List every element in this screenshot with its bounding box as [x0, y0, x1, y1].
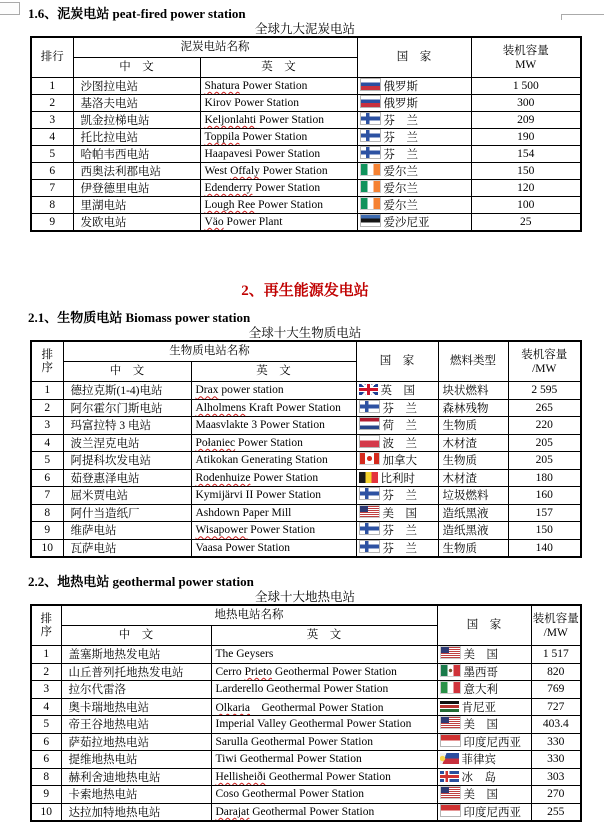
header-row — [31, 37, 581, 58]
station-name-cn-cell: 发欧电站 — [73, 214, 200, 232]
capacity-cell: 300 — [471, 95, 581, 112]
col-header-en: 英 文 — [191, 362, 356, 382]
country-cell — [437, 681, 531, 699]
country-name: 菲律宾 — [461, 754, 496, 767]
finland-flag-icon — [359, 522, 380, 535]
col-header-name-group: 生物质电站名称 — [63, 341, 356, 362]
country-name: 冰 岛 — [461, 771, 496, 784]
capacity-cell: 255 — [531, 803, 581, 821]
country-cell — [357, 180, 471, 197]
capacity-cell: 154 — [471, 146, 581, 163]
col-header-country: 国 家 — [356, 341, 438, 382]
capacity-cell: 160 — [508, 487, 581, 505]
rank-cell: 4 — [31, 698, 61, 716]
station-name-cn-cell: 波兰涅克电站 — [63, 434, 191, 452]
uk-flag-icon — [359, 384, 378, 395]
col-header-rank: 排 序 — [31, 605, 61, 646]
country-name: 芬 兰 — [383, 149, 418, 161]
rank-cell: 8 — [31, 197, 73, 214]
usa-flag-icon — [359, 505, 380, 518]
country-name: 俄罗斯 — [383, 81, 418, 93]
country-cell — [437, 716, 531, 734]
country-name: 美 国 — [463, 789, 498, 802]
country-cell — [356, 417, 438, 435]
country-name: 芬 兰 — [382, 542, 417, 555]
col-header-capacity — [471, 37, 581, 78]
crop-mark-top-right-icon — [561, 14, 604, 20]
netherlands-flag-icon — [359, 417, 380, 430]
station-name-en-cell: Larderello Geothermal Power Station — [211, 681, 437, 699]
station-name-cn-cell: 赫利舍迪地热电站 — [61, 768, 211, 786]
fuel-type-cell: 造纸黑液 — [438, 504, 508, 522]
peat-table — [30, 36, 582, 232]
biomass-table — [30, 340, 582, 558]
country-name: 俄罗斯 — [383, 98, 418, 110]
rank-cell: 9 — [31, 214, 73, 232]
misspelled-word: Edenderry — [204, 182, 253, 194]
capacity-cell: 727 — [531, 698, 581, 716]
rank-cell: 7 — [31, 487, 63, 505]
ireland-flag-icon — [360, 197, 381, 210]
finland-flag-icon — [360, 112, 381, 125]
station-name-en-cell: Cerro Prieto Geothermal Power Station — [211, 663, 437, 681]
col-header-rank: 排 序 — [31, 341, 63, 382]
station-name-en-cell: Darajat Geothermal Power Station — [211, 803, 437, 821]
capacity-cell: 330 — [531, 751, 581, 769]
rank-cell: 8 — [31, 768, 61, 786]
station-name-en-cell: Rodenhuize Power Station — [191, 469, 356, 487]
station-name-cn-cell: 基洛夫电站 — [73, 95, 200, 112]
misspelled-word: Väo — [204, 216, 224, 228]
capacity-cell: 157 — [508, 504, 581, 522]
table-row — [31, 751, 581, 769]
country-cell — [356, 522, 438, 540]
mexico-flag-icon — [440, 664, 461, 677]
section-heading-peat: 1.6、泥炭电站 peat-fired power station — [28, 6, 246, 21]
station-name-en-cell: Shatura Power Station — [200, 78, 357, 95]
station-name-cn-cell: 奥卡瑞地热电站 — [61, 698, 211, 716]
table-row — [31, 663, 581, 681]
country-cell — [356, 487, 438, 505]
station-name-en-cell: Wisapower Power Station — [191, 522, 356, 540]
station-name-cn-cell: 山丘普列托地热发电站 — [61, 663, 211, 681]
part2-title: 2、再生能源发电站 — [241, 283, 369, 299]
table-row — [31, 417, 581, 435]
indonesia-flag-icon — [440, 804, 461, 817]
capacity-cell: 25 — [471, 214, 581, 232]
country-name: 美 国 — [463, 649, 498, 662]
col-header-capacity — [508, 341, 581, 382]
rank-cell: 5 — [31, 146, 73, 163]
station-name-cn-cell: 玛富拉特 3 电站 — [63, 417, 191, 435]
country-name: 墨西哥 — [463, 666, 498, 679]
station-name-en-cell: Imperial Valley Geothermal Power Station — [211, 716, 437, 734]
station-name-cn-cell: 达拉加特地热电站 — [61, 803, 211, 821]
table-row — [31, 197, 581, 214]
country-cell — [437, 751, 531, 769]
table-row — [31, 487, 581, 505]
misspelled-word: Lough Ree — [204, 199, 256, 211]
country-cell — [437, 663, 531, 681]
country-cell — [357, 95, 471, 112]
document-page — [0, 6, 610, 820]
iceland-flag-icon — [440, 771, 459, 782]
station-name-cn-cell: 帝王谷地热电站 — [61, 716, 211, 734]
country-name: 芬 兰 — [383, 132, 418, 144]
country-cell — [437, 803, 531, 821]
capacity-cell: 100 — [471, 197, 581, 214]
country-name: 爱尔兰 — [383, 200, 418, 212]
header-row — [31, 341, 581, 362]
belgium-flag-icon — [359, 472, 378, 483]
usa-flag-icon — [440, 716, 461, 729]
country-name: 芬 兰 — [382, 525, 417, 538]
col-header-rank: 排行 — [31, 37, 73, 78]
misspelled-word: Olkaria — [215, 701, 250, 714]
country-cell — [437, 698, 531, 716]
station-name-en-cell: Coso Geothermal Power Station — [211, 786, 437, 804]
country-name: 肯尼亚 — [461, 701, 496, 714]
table-row — [31, 399, 581, 417]
rank-cell: 9 — [31, 786, 61, 804]
table-row — [31, 452, 581, 470]
rank-cell: 3 — [31, 681, 61, 699]
col-header-capacity — [531, 605, 581, 646]
col-header-country: 国 家 — [437, 605, 531, 646]
country-cell — [357, 214, 471, 232]
misspelled-word: Drax — [195, 384, 219, 397]
col-header-name-group: 泥炭电站名称 — [73, 37, 357, 58]
rank-cell: 2 — [31, 95, 73, 112]
station-name-en-cell: Kirov Power Station — [200, 95, 357, 112]
geothermal-table — [30, 604, 582, 822]
section-heading-geothermal: 2.2、地热电站 geothermal power station — [28, 574, 254, 589]
capacity-header-line1: 装机容量 — [521, 348, 568, 361]
country-name: 芬 兰 — [382, 490, 417, 503]
station-name-en-cell: Toppila Power Station — [200, 129, 357, 146]
country-cell — [437, 733, 531, 751]
table-row — [31, 469, 581, 487]
capacity-cell: 2 595 — [508, 382, 581, 400]
table-row — [31, 163, 581, 180]
station-name-cn-cell: 屈米贾电站 — [63, 487, 191, 505]
canada-flag-icon — [359, 452, 380, 465]
table-row — [31, 539, 581, 557]
station-name-en-cell: Haapavesi Power Station — [200, 146, 357, 163]
usa-flag-icon — [440, 786, 461, 799]
ireland-flag-icon — [360, 180, 381, 193]
station-name-cn-cell: 卡索地热电站 — [61, 786, 211, 804]
country-name: 比利时 — [380, 472, 415, 485]
ireland-flag-icon — [360, 163, 381, 176]
country-name: 芬 兰 — [382, 402, 417, 415]
table-row — [31, 786, 581, 804]
misspelled-word: Offaly — [230, 165, 260, 177]
capacity-cell: 769 — [531, 681, 581, 699]
section-heading-biomass: 2.1、生物质电站 Biomass power station — [28, 310, 251, 325]
rank-cell: 6 — [31, 751, 61, 769]
country-cell — [356, 469, 438, 487]
country-cell — [356, 434, 438, 452]
country-name: 芬 兰 — [383, 115, 418, 127]
misspelled-word: Darajat — [215, 805, 250, 818]
country-name: 爱尔兰 — [383, 166, 418, 178]
misspelled-word: Prieto — [244, 665, 273, 678]
station-name-cn-cell: 德拉克斯(1-4)电站 — [63, 382, 191, 400]
station-name-en-cell: Tiwi Geothermal Power Station — [211, 751, 437, 769]
station-name-cn-cell: 提维地热电站 — [61, 751, 211, 769]
station-name-en-cell: Ashdown Paper Mill — [191, 504, 356, 522]
station-name-cn-cell: 里湖电站 — [73, 197, 200, 214]
capacity-cell: 150 — [508, 522, 581, 540]
station-name-cn-cell: 托比拉电站 — [73, 129, 200, 146]
table-row — [31, 78, 581, 95]
country-cell — [357, 163, 471, 180]
station-name-cn-cell: 凯金拉梯电站 — [73, 112, 200, 129]
fuel-type-cell: 造纸黑液 — [438, 522, 508, 540]
table-row — [31, 214, 581, 232]
capacity-cell: 209 — [471, 112, 581, 129]
rank-cell: 3 — [31, 112, 73, 129]
col-header-en: 英 文 — [211, 626, 437, 646]
fuel-type-cell: 垃圾燃料 — [438, 487, 508, 505]
table-row — [31, 504, 581, 522]
station-name-en-cell: Atikokan Generating Station — [191, 452, 356, 470]
fuel-type-cell: 生物质 — [438, 417, 508, 435]
station-name-en-cell: Sarulla Geothermal Power Station — [211, 733, 437, 751]
fuel-type-cell: 森林残物 — [438, 399, 508, 417]
rank-cell: 1 — [31, 78, 73, 95]
station-name-cn-cell: 瓦萨电站 — [63, 539, 191, 557]
table-row — [31, 522, 581, 540]
station-name-cn-cell: 茹登惠泽电站 — [63, 469, 191, 487]
indonesia-flag-icon — [440, 734, 461, 747]
station-name-cn-cell: 阿尔霍尔门斯电站 — [63, 399, 191, 417]
country-cell — [357, 129, 471, 146]
col-header-name-group: 地热电站名称 — [61, 605, 437, 626]
table-row — [31, 733, 581, 751]
table-row — [31, 716, 581, 734]
country-cell — [356, 452, 438, 470]
rank-cell: 6 — [31, 163, 73, 180]
estonia-flag-icon — [360, 214, 381, 227]
misspelled-word: Toppila — [204, 131, 240, 143]
rank-cell: 6 — [31, 733, 61, 751]
philippines-flag-icon — [440, 753, 459, 764]
rank-cell: 4 — [31, 434, 63, 452]
station-name-en-cell: Maasvlakte 3 Power Station — [191, 417, 356, 435]
table-row — [31, 681, 581, 699]
country-name: 爱尔兰 — [383, 183, 418, 195]
italy-flag-icon — [440, 681, 461, 694]
capacity-cell: 330 — [531, 733, 581, 751]
station-name-en-cell: Väo Power Plant — [200, 214, 357, 232]
fuel-type-cell: 生物质 — [438, 452, 508, 470]
capacity-header-line2: MW — [515, 58, 537, 71]
table-row — [31, 768, 581, 786]
country-cell — [357, 197, 471, 214]
country-name: 意大利 — [463, 684, 498, 697]
rank-cell: 7 — [31, 180, 73, 197]
capacity-cell: 403.4 — [531, 716, 581, 734]
station-name-en-cell: Keljonlahti Power Station — [200, 112, 357, 129]
col-header-en: 英 文 — [200, 58, 357, 78]
rank-cell: 6 — [31, 469, 63, 487]
col-header-cn: 中 文 — [61, 626, 211, 646]
country-cell — [437, 786, 531, 804]
station-name-en-cell: Połaniec Power Station — [191, 434, 356, 452]
country-name: 美 国 — [382, 507, 417, 520]
rank-cell: 5 — [31, 452, 63, 470]
crop-mark-top-left-icon — [0, 2, 20, 15]
table-row — [31, 803, 581, 821]
country-name: 荷 兰 — [382, 420, 417, 433]
table-row — [31, 180, 581, 197]
capacity-header-line2: /MW — [532, 362, 557, 375]
capacity-cell: 1 500 — [471, 78, 581, 95]
station-name-cn-cell: 伊登德里电站 — [73, 180, 200, 197]
station-name-en-cell: Alholmens Kraft Power Station — [191, 399, 356, 417]
table-row — [31, 382, 581, 400]
rank-cell: 9 — [31, 522, 63, 540]
station-name-en-cell: The Geysers — [211, 646, 437, 664]
misspelled-word: Hellisheiði — [215, 770, 266, 783]
rank-cell: 10 — [31, 539, 63, 557]
capacity-cell: 190 — [471, 129, 581, 146]
station-name-cn-cell: 萨茹拉地热电站 — [61, 733, 211, 751]
table-caption-biomass: 全球十大生物质电站 — [248, 326, 362, 340]
capacity-cell: 205 — [508, 452, 581, 470]
country-cell — [356, 382, 438, 400]
rank-cell: 1 — [31, 382, 63, 400]
kenya-flag-icon — [440, 701, 459, 712]
rank-cell: 5 — [31, 716, 61, 734]
fuel-type-cell: 木材渣 — [438, 469, 508, 487]
rank-cell: 2 — [31, 663, 61, 681]
capacity-header-line2: /MW — [543, 626, 568, 639]
station-name-en-cell: Kymijärvi II Power Station — [191, 487, 356, 505]
country-name: 爱沙尼亚 — [383, 217, 430, 229]
fuel-type-cell: 块状燃料 — [438, 382, 508, 400]
country-name: 英 国 — [380, 385, 415, 398]
station-name-cn-cell: 沙图拉电站 — [73, 78, 200, 95]
header-row — [31, 605, 581, 626]
fuel-type-cell: 木材渣 — [438, 434, 508, 452]
station-name-en-cell: Olkaria Geothermal Power Station — [211, 698, 437, 716]
table-row — [31, 434, 581, 452]
rank-cell: 1 — [31, 646, 61, 664]
capacity-cell: 220 — [508, 417, 581, 435]
capacity-header-line1: 装机容量 — [532, 612, 579, 625]
country-name: 波 兰 — [382, 437, 417, 450]
table-caption-geothermal: 全球十大地热电站 — [254, 590, 355, 604]
country-cell — [357, 78, 471, 95]
station-name-en-cell: Hellisheiði Geothermal Power Station — [211, 768, 437, 786]
country-name: 美 国 — [463, 719, 498, 732]
finland-flag-icon — [360, 129, 381, 142]
misspelled-word: Shatura — [204, 80, 240, 92]
country-cell — [356, 399, 438, 417]
capacity-cell: 820 — [531, 663, 581, 681]
misspelled-word: Połaniec — [195, 436, 236, 449]
finland-flag-icon — [359, 487, 380, 500]
capacity-cell: 270 — [531, 786, 581, 804]
capacity-cell: 265 — [508, 399, 581, 417]
country-cell — [356, 504, 438, 522]
station-name-cn-cell: 拉尔代雷洛 — [61, 681, 211, 699]
fuel-type-cell: 生物质 — [438, 539, 508, 557]
misspelled-word: Alholmens — [195, 401, 246, 414]
capacity-cell: 1 517 — [531, 646, 581, 664]
col-header-cn: 中 文 — [73, 58, 200, 78]
table-caption-peat: 全球九大泥炭电站 — [254, 22, 355, 36]
misspelled-word: Keljonlahti — [204, 114, 257, 126]
table-row — [31, 95, 581, 112]
station-name-en-cell: Lough Ree Power Station — [200, 197, 357, 214]
russia-flag-icon — [360, 78, 381, 91]
capacity-cell: 140 — [508, 539, 581, 557]
table-row — [31, 112, 581, 129]
misspelled-word: Wisapower — [195, 524, 248, 537]
finland-flag-icon — [359, 400, 380, 413]
station-name-en-cell: Edenderry Power Station — [200, 180, 357, 197]
station-name-cn-cell: 西奥法利郡电站 — [73, 163, 200, 180]
capacity-cell: 205 — [508, 434, 581, 452]
col-header-fuel: 燃料类型 — [438, 341, 508, 382]
capacity-cell: 120 — [471, 180, 581, 197]
rank-cell: 2 — [31, 399, 63, 417]
country-cell — [357, 146, 471, 163]
table-row — [31, 646, 581, 664]
station-name-cn-cell: 维萨电站 — [63, 522, 191, 540]
station-name-cn-cell: 阿提科坎发电站 — [63, 452, 191, 470]
station-name-cn-cell: 哈帕韦西电站 — [73, 146, 200, 163]
capacity-cell: 303 — [531, 768, 581, 786]
country-name: 印度尼西亚 — [463, 806, 521, 819]
country-cell — [437, 646, 531, 664]
country-name: 加拿大 — [382, 455, 417, 468]
station-name-en-cell: Drax power station — [191, 382, 356, 400]
col-header-cn: 中 文 — [63, 362, 191, 382]
rank-cell: 8 — [31, 504, 63, 522]
country-cell — [437, 768, 531, 786]
country-cell — [356, 539, 438, 557]
col-header-country: 国 家 — [357, 37, 471, 78]
country-cell — [357, 112, 471, 129]
rank-cell: 3 — [31, 417, 63, 435]
rank-cell: 4 — [31, 129, 73, 146]
rank-cell: 10 — [31, 803, 61, 821]
capacity-cell: 150 — [471, 163, 581, 180]
country-name: 印度尼西亚 — [463, 736, 521, 749]
russia-flag-icon — [360, 95, 381, 108]
misspelled-word: Rodenhuize — [195, 471, 251, 484]
capacity-header-line1: 装机容量 — [502, 44, 549, 57]
station-name-cn-cell: 阿什当造纸厂 — [63, 504, 191, 522]
station-name-en-cell: Vaasa Power Station — [191, 539, 356, 557]
table-row — [31, 146, 581, 163]
poland-flag-icon — [359, 435, 380, 448]
finland-flag-icon — [359, 540, 380, 553]
station-name-en-cell: West Offaly Power Station — [200, 163, 357, 180]
capacity-cell: 180 — [508, 469, 581, 487]
finland-flag-icon — [360, 146, 381, 159]
table-row — [31, 129, 581, 146]
table-row — [31, 698, 581, 716]
station-name-cn-cell: 盖塞斯地热发电站 — [61, 646, 211, 664]
usa-flag-icon — [440, 646, 461, 659]
